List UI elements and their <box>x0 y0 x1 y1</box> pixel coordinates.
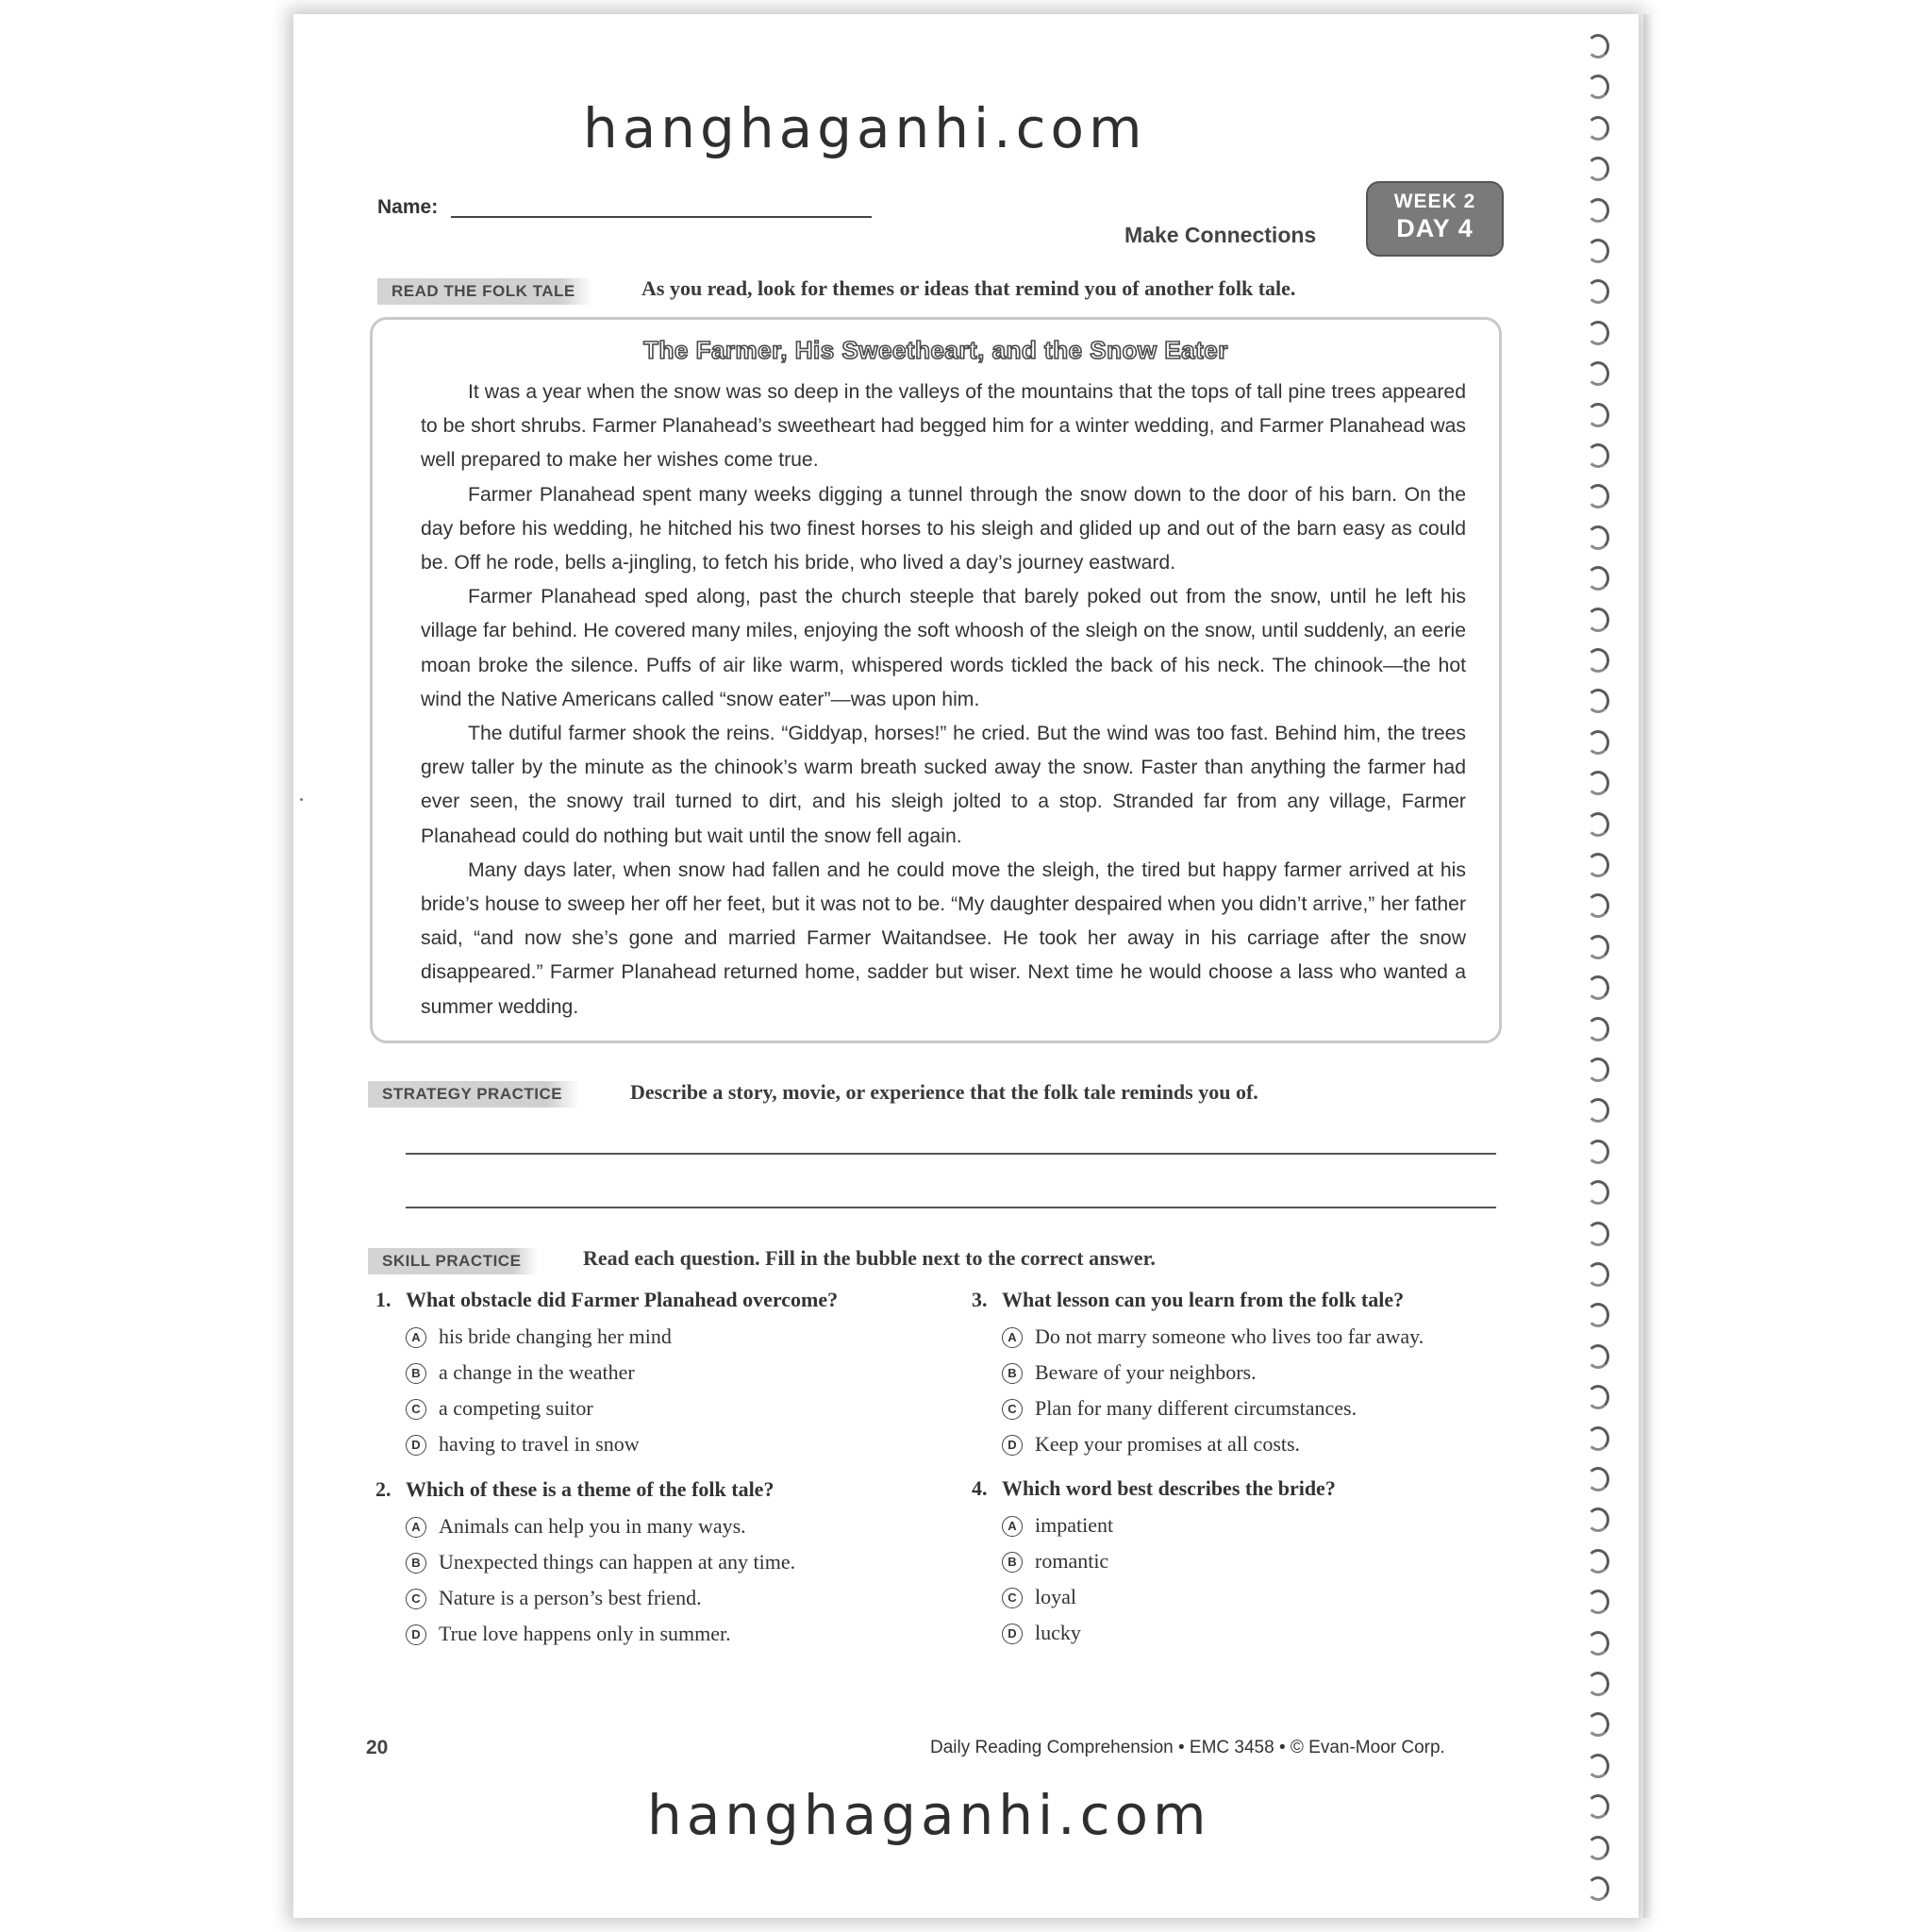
binding-ring <box>1587 1712 1609 1737</box>
skill-instruction: Read each question. Fill in the bubble next to the correct answer. <box>583 1246 1156 1270</box>
binding-ring <box>1587 279 1609 304</box>
option-text: Unexpected things can happen at any time. <box>439 1550 796 1574</box>
strategy-practice-tag: STRATEGY PRACTICE <box>368 1081 579 1108</box>
section-title: Make Connections <box>1124 223 1317 247</box>
binding-ring <box>1587 239 1609 263</box>
answer-option[interactable] <box>1002 1549 1336 1573</box>
story-paragraph: Many days later, when snow had fallen and he could move the sleigh, the tired but happy farmer arrived at his bride’s house to sweep her off her feet, but it was not to be. “My daughter despaired when you didn’t arrive,” her father said, “and now she’s gone and married Farmer Waitandsee. He took her away in his carriage after the snow disappeared.” Farmer Planahead returned home, sadder but wiser. Next time he would choose a lass who wanted a summer wedding. <box>421 858 1466 1018</box>
answer-bubble[interactable]: B <box>1002 1363 1023 1384</box>
week-day-tab <box>1366 181 1504 257</box>
question-number: 4. <box>972 1476 988 1500</box>
answer-option[interactable] <box>1002 1360 1424 1384</box>
binding-ring <box>1587 1754 1609 1778</box>
binding-ring <box>1587 198 1609 223</box>
skill-practice-tag: SKILL PRACTICE <box>368 1248 538 1274</box>
answer-option[interactable] <box>1002 1513 1336 1537</box>
answer-option[interactable] <box>1002 1432 1424 1456</box>
answer-bubble[interactable]: A <box>406 1327 426 1348</box>
binding-ring <box>1587 443 1609 468</box>
question-1 <box>375 1288 838 1456</box>
option-text: Do not marry someone who lives too far away. <box>1035 1324 1424 1348</box>
answer-option[interactable] <box>1002 1621 1336 1644</box>
binding-ring <box>1587 1262 1609 1287</box>
name-label: Name: <box>377 196 439 218</box>
story-paragraph: Farmer Planahead sped along, past the church steeple that barely poked out from the snow, until he left his village far behind. He covered many miles, enjoying the soft whoosh of the sleigh on the snow, until suddenly, an eerie moan broke the silence. Puffs of air like warm, whispered words tickled the back of his neck. The chinook—the hot wind the Native Americans called “snow eater”—was upon him. <box>421 586 1466 710</box>
answer-line-2[interactable] <box>406 1207 1496 1208</box>
answer-option[interactable] <box>406 1324 838 1348</box>
option-text: a change in the weather <box>439 1360 635 1384</box>
answer-bubble[interactable]: C <box>406 1589 426 1609</box>
binding-ring <box>1587 75 1609 99</box>
option-text: Plan for many different circumstances. <box>1035 1396 1357 1420</box>
option-text: Animals can help you in many ways. <box>439 1514 746 1538</box>
answer-option[interactable] <box>406 1432 838 1456</box>
binding-ring <box>1587 116 1609 141</box>
binding-ring <box>1587 1098 1609 1123</box>
answer-bubble[interactable]: C <box>406 1399 426 1420</box>
answer-option[interactable] <box>406 1514 795 1538</box>
question-text: Which word best describes the bride? <box>1002 1476 1336 1500</box>
binding-ring <box>1587 1344 1609 1369</box>
binding-ring <box>1587 853 1609 877</box>
option-text: a competing suitor <box>439 1396 593 1420</box>
binding-ring <box>1587 935 1609 959</box>
option-text: Nature is a person’s best friend. <box>439 1586 702 1609</box>
binding-ring <box>1587 893 1609 918</box>
answer-option[interactable] <box>406 1360 838 1384</box>
binding-ring <box>1587 566 1609 591</box>
answer-bubble[interactable]: C <box>1002 1399 1023 1420</box>
binding-ring <box>1587 34 1609 58</box>
question-4 <box>972 1476 1336 1644</box>
binding-ring <box>1587 1140 1609 1164</box>
question-text: Which of these is a theme of the folk tale? <box>406 1477 774 1501</box>
option-text: True love happens only in summer. <box>439 1622 731 1645</box>
binding-ring <box>1587 321 1609 345</box>
question-2 <box>375 1477 795 1645</box>
footer-credit: Daily Reading Comprehension • EMC 3458 • © Evan-Moor Corp. <box>930 1738 1445 1757</box>
option-text: loyal <box>1035 1585 1076 1608</box>
binding-ring <box>1587 730 1609 755</box>
option-text: impatient <box>1035 1513 1114 1537</box>
binding-ring <box>1587 1836 1609 1860</box>
answer-option[interactable] <box>406 1396 838 1420</box>
question-3 <box>972 1288 1424 1456</box>
page-edge-shadow <box>1643 14 1653 1918</box>
day-label: DAY 4 <box>1396 214 1474 242</box>
story-paragraph: The dutiful farmer shook the reins. “Giddyap, horses!” he cried. But the wind was too fast. Behind him, the trees grew taller by the minute as the chinook’s warm breath sucked away the snow. Faster than anything the farmer had ever seen, the snowy trail turned to dirt, and his sleigh jolted to a stop. Stranded far from any village, Farmer Planahead could do nothing but wait until the snow fell again. <box>421 723 1466 847</box>
binding-ring <box>1587 1507 1609 1532</box>
binding-ring <box>1587 525 1609 550</box>
option-text: having to travel in snow <box>439 1432 640 1456</box>
question-text: What obstacle did Farmer Planahead overcome? <box>406 1288 839 1311</box>
binding-ring <box>1587 361 1609 386</box>
answer-option[interactable] <box>1002 1324 1424 1348</box>
binding-ring <box>1587 812 1609 837</box>
answer-option[interactable] <box>406 1550 795 1574</box>
binding-ring <box>1587 771 1609 795</box>
binding-ring <box>1587 1549 1609 1574</box>
answer-bubble[interactable]: B <box>1002 1552 1023 1573</box>
story-paragraph: Farmer Planahead spent many weeks digging a tunnel through the snow down to the door of his barn. On the day before his wedding, he hitched his two finest horses to his sleigh and glided up and out of the barn easy as could be. Off he rode, bells a-jingling, to fetch his bride, who lived a day’s journey eastward. <box>421 483 1466 575</box>
binding-ring <box>1587 1058 1609 1082</box>
strategy-instruction: Describe a story, movie, or experience that the folk tale reminds you of. <box>630 1080 1258 1104</box>
answer-bubble[interactable]: A <box>1002 1327 1023 1348</box>
binding-ring <box>1587 1876 1609 1901</box>
question-number: 3. <box>972 1288 988 1311</box>
binding-ring <box>1587 1631 1609 1656</box>
binding-ring <box>1587 1222 1609 1246</box>
binding-ring <box>1587 1385 1609 1409</box>
answer-bubble[interactable]: C <box>1002 1588 1023 1608</box>
answer-option[interactable] <box>406 1586 795 1609</box>
option-text: Beware of your neighbors. <box>1035 1360 1257 1384</box>
answer-bubble[interactable]: A <box>406 1517 426 1538</box>
binding-ring <box>1587 1303 1609 1327</box>
binding-ring <box>1587 648 1609 673</box>
option-text: Keep your promises at all costs. <box>1035 1432 1301 1456</box>
binding-ring <box>1587 157 1609 181</box>
answer-bubble[interactable]: D <box>1002 1624 1023 1644</box>
question-text: What lesson can you learn from the folk tale? <box>1002 1288 1405 1311</box>
answer-line-1[interactable] <box>406 1153 1496 1155</box>
read-instruction: As you read, look for themes or ideas that remind you of another folk tale. <box>641 276 1296 300</box>
answer-bubble[interactable]: D <box>406 1624 426 1645</box>
answer-bubble[interactable]: D <box>1002 1435 1023 1456</box>
binding-ring <box>1587 1590 1609 1614</box>
story-paragraph: It was a year when the snow was so deep in the valleys of the mountains that the tops of tall pine trees appeared to be short shrubs. Farmer Planahead’s sweetheart had begged him for a winter wedding, and Farmer Planahead was well prepared to make her wishes come true. <box>421 381 1466 472</box>
answer-bubble[interactable]: A <box>1002 1516 1023 1537</box>
answer-bubble[interactable]: B <box>406 1363 426 1384</box>
story-title: The Farmer, His Sweetheart, and the Snow Eater <box>643 336 1228 364</box>
scan-speck <box>300 798 303 801</box>
watermark-top: hanghaganhi.com <box>583 96 1147 160</box>
question-number: 1. <box>375 1288 391 1311</box>
option-text: lucky <box>1035 1621 1081 1644</box>
week-label: WEEK 2 <box>1393 191 1476 212</box>
binding-ring <box>1587 403 1609 427</box>
binding-ring <box>1587 1017 1609 1041</box>
binding-ring <box>1587 1180 1609 1205</box>
name-field[interactable] <box>451 216 872 218</box>
binding-ring <box>1587 1426 1609 1451</box>
binding-ring <box>1587 689 1609 713</box>
story-body <box>421 375 1466 1024</box>
binding-ring <box>1587 608 1609 632</box>
question-number: 2. <box>375 1477 391 1501</box>
binding-ring <box>1587 1672 1609 1696</box>
binding-ring <box>1587 1794 1609 1819</box>
binding-ring <box>1587 1467 1609 1491</box>
read-folk-tale-tag: READ THE FOLK TALE <box>377 278 592 305</box>
binding-ring <box>1587 975 1609 1000</box>
spiral-binding <box>1587 34 1619 1916</box>
option-text: romantic <box>1035 1549 1109 1573</box>
page-number: 20 <box>366 1737 389 1758</box>
answer-option[interactable] <box>406 1622 795 1645</box>
answer-bubble[interactable]: D <box>406 1435 426 1456</box>
binding-ring <box>1587 484 1609 508</box>
answer-bubble[interactable]: B <box>406 1553 426 1574</box>
watermark-bottom: hanghaganhi.com <box>647 1783 1211 1847</box>
answer-option[interactable] <box>1002 1585 1336 1608</box>
answer-option[interactable] <box>1002 1396 1424 1420</box>
option-text: his bride changing her mind <box>439 1324 672 1348</box>
